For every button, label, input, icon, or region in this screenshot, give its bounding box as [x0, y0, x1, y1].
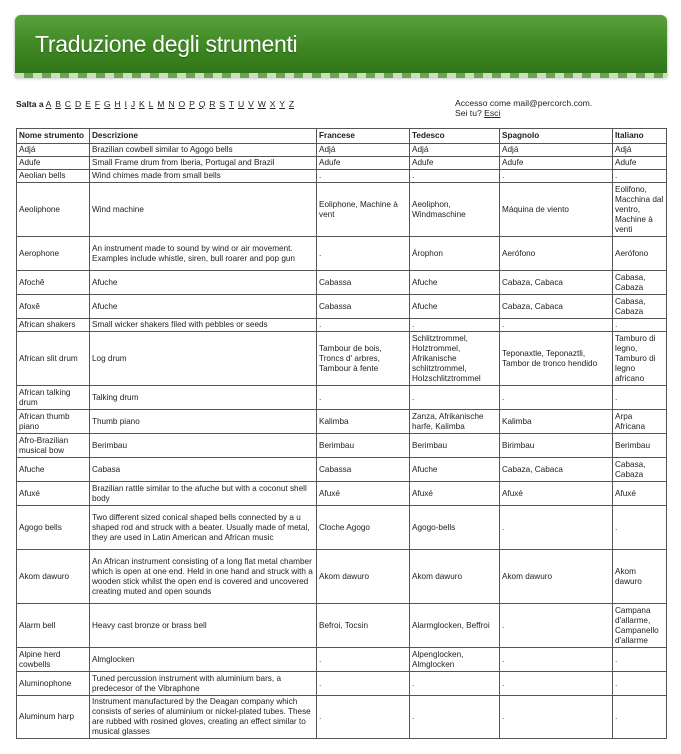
account-text: Accesso come mail@percorch.com.	[455, 98, 593, 108]
letter-link-b[interactable]: B	[55, 99, 61, 109]
cell-name: Afochê	[17, 271, 90, 295]
cell-spanish: Kalimba	[500, 410, 613, 434]
cell-description: Heavy cast bronze or brass bell	[90, 604, 317, 648]
letter-link-j[interactable]: J	[130, 99, 136, 109]
cell-spanish: .	[500, 319, 613, 332]
cell-spanish: .	[500, 648, 613, 672]
cell-german: Afuche	[410, 271, 500, 295]
letter-link-f[interactable]: F	[94, 99, 100, 109]
cell-description: Wind chimes made from small bells	[90, 170, 317, 183]
cell-german: .	[410, 672, 500, 696]
letter-link-c[interactable]: C	[64, 99, 72, 109]
table-row	[17, 482, 667, 506]
letter-link-t[interactable]: T	[228, 99, 235, 109]
cell-name: Afoxê	[17, 295, 90, 319]
cell-german: Zanza, Afrikanische harfe, Kalimba	[410, 410, 500, 434]
cell-french: .	[317, 237, 410, 271]
instrument-translation-table	[16, 128, 667, 739]
col-header-french: Francese	[317, 129, 410, 144]
cell-french: Cabassa	[317, 458, 410, 482]
letter-link-k[interactable]: K	[139, 99, 145, 109]
alphabet-jump-nav	[16, 99, 296, 109]
letter-link-d[interactable]: D	[75, 99, 82, 109]
cell-description: Two different sized conical shaped bells connected by a u shaped rod and struck with a beater. Usually made of metal, they are used in Latin American and African music	[90, 506, 317, 550]
cell-description: Afuche	[90, 271, 317, 295]
cell-german: Adjá	[410, 144, 500, 157]
cell-spanish: Adjá	[500, 144, 613, 157]
letter-link-g[interactable]: G	[103, 99, 111, 109]
cell-italian: Campana d'allarme, Campanello d'allarme	[613, 604, 667, 648]
cell-french: Cloche Agogo	[317, 506, 410, 550]
account-info	[455, 98, 592, 118]
cell-description: Tuned percussion instrument with aluminium bars, a predecesor of the Vibraphone	[90, 672, 317, 696]
cell-italian: Eolifono, Macchina dal ventro, Machine à venti	[613, 183, 667, 237]
table-row	[17, 157, 667, 170]
account-question: Sei tu?	[455, 108, 482, 118]
cell-spanish: .	[500, 506, 613, 550]
letter-link-p[interactable]: P	[189, 99, 195, 109]
cell-french: Berimbau	[317, 434, 410, 458]
cell-french: Adjá	[317, 144, 410, 157]
cell-description: Talking drum	[90, 386, 317, 410]
cell-description: Log drum	[90, 332, 317, 386]
cell-description: An instrument made to sound by wind or air movement. Examples include whistle, siren, bull roarer and pop gun	[90, 237, 317, 271]
cell-spanish: Máquina de viento	[500, 183, 613, 237]
cell-french: Befroi, Tocsin	[317, 604, 410, 648]
table-row	[17, 332, 667, 386]
letter-link-a[interactable]: A	[45, 99, 52, 109]
table-row	[17, 550, 667, 604]
cell-spanish: Adufe	[500, 157, 613, 170]
table-row	[17, 144, 667, 157]
cell-italian: .	[613, 696, 667, 739]
cell-italian: Berimbau	[613, 434, 667, 458]
cell-italian: .	[613, 170, 667, 183]
cell-german: Adufe	[410, 157, 500, 170]
letter-link-l[interactable]: L	[148, 99, 154, 109]
cell-italian: Tamburo di legno, Tamburo di legno africano	[613, 332, 667, 386]
cell-german: .	[410, 319, 500, 332]
cell-german: Aeoliphon, Windmaschine	[410, 183, 500, 237]
cell-name: Adjá	[17, 144, 90, 157]
table-row	[17, 271, 667, 295]
cell-name: African thumb piano	[17, 410, 90, 434]
cell-description: Berimbau	[90, 434, 317, 458]
page-header	[15, 15, 667, 77]
letter-link-x[interactable]: X	[269, 99, 276, 109]
table-row	[17, 696, 667, 739]
cell-italian: Aerófono	[613, 237, 667, 271]
letter-link-h[interactable]: H	[114, 99, 121, 109]
cell-name: Afro-Brazilian musical bow	[17, 434, 90, 458]
cell-italian: .	[613, 386, 667, 410]
cell-french: Adufe	[317, 157, 410, 170]
cell-italian: Cabasa, Cabaza	[613, 458, 667, 482]
cell-italian: .	[613, 506, 667, 550]
cell-german: Schlitztrommel, Holztrommel, Afrikanische schlitztrommel, Holzschlitztrommel	[410, 332, 500, 386]
cell-spanish: Cabaza, Cabaca	[500, 271, 613, 295]
cell-french: .	[317, 319, 410, 332]
page-title: Traduzione degli strumenti	[35, 31, 298, 57]
letter-link-v[interactable]: V	[248, 99, 254, 109]
cell-name: Afuxé	[17, 482, 90, 506]
cell-description: Cabasa	[90, 458, 317, 482]
cell-french: .	[317, 170, 410, 183]
cell-name: Aluminum harp	[17, 696, 90, 739]
letter-link-y[interactable]: Y	[279, 99, 285, 109]
cell-description: Thumb piano	[90, 410, 317, 434]
cell-german: Agogo-bells	[410, 506, 500, 550]
cell-french: Cabassa	[317, 271, 410, 295]
cell-italian: Afuxé	[613, 482, 667, 506]
cell-name: African shakers	[17, 319, 90, 332]
table-row	[17, 434, 667, 458]
table-row	[17, 237, 667, 271]
cell-name: Adufe	[17, 157, 90, 170]
cell-description: Almglocken	[90, 648, 317, 672]
cell-italian: .	[613, 648, 667, 672]
col-header-spanish: Spagnolo	[500, 129, 613, 144]
col-header-description: Descrizione	[90, 129, 317, 144]
cell-spanish: Cabaza, Cabaca	[500, 295, 613, 319]
table-row	[17, 319, 667, 332]
letter-link-n[interactable]: N	[168, 99, 175, 109]
cell-german: Afuxé	[410, 482, 500, 506]
cell-description: Small Frame drum from Iberia, Portugal and Brazil	[90, 157, 317, 170]
cell-description: An African instrument consisting of a long flat metal chamber which is open at one end. Held in one hand and struck with a wooden stick whilst the open end is covered and uncovered creating muted and open sounds	[90, 550, 317, 604]
cell-spanish: Afuxé	[500, 482, 613, 506]
cell-german: Afuche	[410, 295, 500, 319]
cell-name: Agogo bells	[17, 506, 90, 550]
cell-description: Brazilian rattle similar to the afuche but with a coconut shell body	[90, 482, 317, 506]
letter-link-o[interactable]: O	[178, 99, 186, 109]
table-row	[17, 183, 667, 237]
cell-italian: Arpa Africana	[613, 410, 667, 434]
cell-spanish: .	[500, 170, 613, 183]
cell-description: Afuche	[90, 295, 317, 319]
cell-german: .	[410, 696, 500, 739]
cell-name: Aeoliphone	[17, 183, 90, 237]
cell-italian: .	[613, 319, 667, 332]
cell-french: .	[317, 386, 410, 410]
table-row	[17, 170, 667, 183]
letter-link-u[interactable]: U	[238, 99, 245, 109]
cell-description: Brazilian cowbell similar to Agogo bells	[90, 144, 317, 157]
cell-german: Akom dawuro	[410, 550, 500, 604]
cell-spanish: .	[500, 672, 613, 696]
letter-link-q[interactable]: Q	[198, 99, 206, 109]
cell-spanish: .	[500, 386, 613, 410]
header-stripe-divider	[15, 73, 667, 78]
cell-italian: Cabasa, Cabaza	[613, 295, 667, 319]
cell-italian: Akom dawuro	[613, 550, 667, 604]
cell-italian: Adjá	[613, 144, 667, 157]
table-row	[17, 506, 667, 550]
cell-spanish: .	[500, 604, 613, 648]
cell-name: Alarm bell	[17, 604, 90, 648]
letter-link-m[interactable]: M	[157, 99, 165, 109]
cell-german: Berimbau	[410, 434, 500, 458]
cell-description: Small wicker shakers filed with pebbles or seeds	[90, 319, 317, 332]
cell-name: Alpine herd cowbells	[17, 648, 90, 672]
cell-french: Tambour de bois, Troncs d' arbres, Tambour à fente	[317, 332, 410, 386]
cell-french: .	[317, 672, 410, 696]
cell-french: Cabassa	[317, 295, 410, 319]
cell-spanish: Akom dawuro	[500, 550, 613, 604]
jump-label: Salta a	[16, 99, 44, 109]
cell-french: .	[317, 648, 410, 672]
cell-spanish: .	[500, 696, 613, 739]
cell-french: Akom dawuro	[317, 550, 410, 604]
cell-spanish: Cabaza, Cabaca	[500, 458, 613, 482]
table-row	[17, 458, 667, 482]
table-row	[17, 604, 667, 648]
letter-link-s[interactable]: S	[219, 99, 226, 109]
cell-name: African talking drum	[17, 386, 90, 410]
cell-german: Afuche	[410, 458, 500, 482]
logout-link[interactable]: Esci	[484, 108, 501, 118]
letter-link-e[interactable]: E	[85, 99, 91, 109]
cell-spanish: Birimbau	[500, 434, 613, 458]
cell-italian: .	[613, 672, 667, 696]
letter-link-r[interactable]: R	[209, 99, 216, 109]
letter-link-z[interactable]: Z	[288, 99, 295, 109]
col-header-german: Tedesco	[410, 129, 500, 144]
letter-link-w[interactable]: W	[257, 99, 266, 109]
table-row	[17, 410, 667, 434]
cell-description: Instrument manufactured by the Deagan company which consists of series of aluminium or nickel-plated tubes. These are rubbed with rosined gloves, creating an effect similar to musical glasses	[90, 696, 317, 739]
col-header-name: Nome strumento	[17, 129, 90, 144]
cell-german: Alpenglocken, Almglocken	[410, 648, 500, 672]
cell-name: African slit drum	[17, 332, 90, 386]
cell-description: Wind machine	[90, 183, 317, 237]
cell-spanish: Aerófono	[500, 237, 613, 271]
cell-name: Aeolian bells	[17, 170, 90, 183]
cell-german: .	[410, 170, 500, 183]
cell-french: .	[317, 696, 410, 739]
cell-german: Árophon	[410, 237, 500, 271]
table-row	[17, 672, 667, 696]
table-header-row	[17, 129, 667, 144]
cell-german: .	[410, 386, 500, 410]
col-header-italian: Italiano	[613, 129, 667, 144]
table-row	[17, 386, 667, 410]
cell-name: Aluminophone	[17, 672, 90, 696]
cell-french: Afuxé	[317, 482, 410, 506]
letter-link-i[interactable]: I	[124, 99, 127, 109]
cell-name: Aerophone	[17, 237, 90, 271]
cell-french: Eoliphone, Machine à vent	[317, 183, 410, 237]
table-row	[17, 295, 667, 319]
cell-name: Akom dawuro	[17, 550, 90, 604]
cell-german: Alarmglocken, Beffroi	[410, 604, 500, 648]
cell-name: Afuche	[17, 458, 90, 482]
cell-italian: Adufe	[613, 157, 667, 170]
table-row	[17, 648, 667, 672]
cell-spanish: Teponaxtle, Teponaztli, Tambor de tronco hendido	[500, 332, 613, 386]
cell-italian: Cabasa, Cabaza	[613, 271, 667, 295]
cell-french: Kalimba	[317, 410, 410, 434]
